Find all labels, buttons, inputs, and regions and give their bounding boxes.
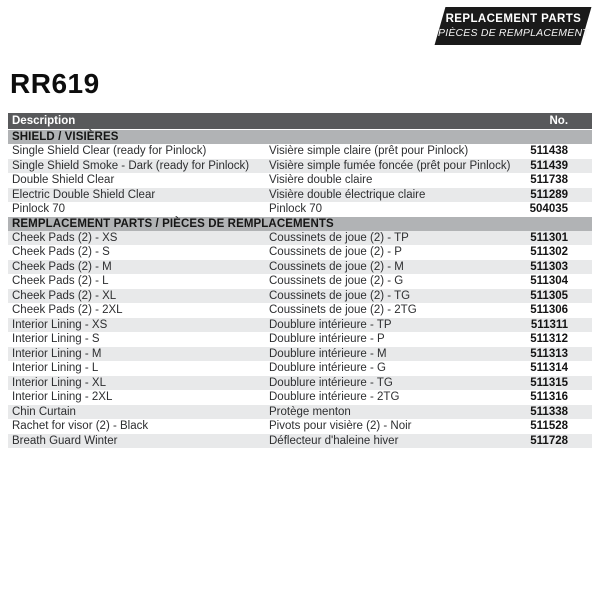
part-number: 511304 <box>530 275 569 288</box>
section-header-row <box>8 217 592 231</box>
banner-title-en: REPLACEMENT PARTS <box>445 13 581 25</box>
description-en: Cheek Pads (2) - L <box>12 275 109 288</box>
table-row <box>8 173 592 188</box>
part-number: 511313 <box>524 347 592 362</box>
table-row <box>8 434 592 449</box>
table-row <box>8 202 592 217</box>
section-title: SHIELD / VISIÈRES <box>8 130 592 145</box>
table-row <box>8 405 592 420</box>
part-number: 511305 <box>524 289 592 304</box>
part-number: 511301 <box>524 231 592 246</box>
table-row <box>8 361 592 376</box>
description-fr: Doublure intérieure - M <box>265 347 524 362</box>
part-number: 511738 <box>530 174 569 187</box>
part-number: 504035 <box>529 203 569 216</box>
table-header-row <box>8 113 592 130</box>
description-fr: Visière simple claire (prêt pour Pinlock) <box>269 145 469 158</box>
table-row <box>8 318 592 333</box>
description-fr: Visière double électrique claire <box>265 188 524 203</box>
part-number: 511302 <box>530 246 569 259</box>
description-fr: Doublure intérieure - P <box>269 333 385 346</box>
model-title: RR619 <box>10 68 100 99</box>
part-number: 511528 <box>530 420 569 433</box>
description-en: Cheek Pads (2) - XS <box>8 231 265 246</box>
part-number: 511439 <box>524 159 592 174</box>
banner-text <box>438 12 589 40</box>
table-row <box>8 347 592 362</box>
table-row <box>8 144 592 159</box>
description-en: Cheek Pads (2) - XL <box>8 289 265 304</box>
description-en: Interior Lining - XS <box>8 318 265 333</box>
description-en: Single Shield Smoke - Dark (ready for Pinlock) <box>8 159 265 174</box>
table-row <box>8 332 592 347</box>
table-row <box>8 188 592 203</box>
description-en: Interior Lining - 2XL <box>12 391 113 404</box>
description-fr: Pinlock 70 <box>269 203 323 216</box>
parts-table-body <box>8 113 592 448</box>
description-fr: Coussinets de joue (2) - 2TG <box>269 304 417 317</box>
description-en: Cheek Pads (2) - M <box>8 260 265 275</box>
part-number: 511316 <box>530 391 569 404</box>
part-number: 511315 <box>524 376 592 391</box>
description-en: Interior Lining - L <box>12 362 99 375</box>
description-fr: Doublure intérieure - TG <box>265 376 524 391</box>
table-row <box>8 390 592 405</box>
table-row <box>8 231 592 246</box>
description-fr: Déflecteur d'haleine hiver <box>265 434 524 449</box>
table-row <box>8 274 592 289</box>
description-en: Chin Curtain <box>8 405 265 420</box>
description-en: Double Shield Clear <box>12 174 115 187</box>
description-en: Interior Lining - S <box>12 333 100 346</box>
description-en: Cheek Pads (2) - 2XL <box>12 304 123 317</box>
parts-table <box>8 113 592 448</box>
part-number: 511338 <box>524 405 592 420</box>
description-fr: Coussinets de joue (2) - P <box>269 246 402 259</box>
part-number: 511311 <box>524 318 592 333</box>
table-row <box>8 376 592 391</box>
description-fr: Doublure intérieure - 2TG <box>269 391 400 404</box>
description-en: Electric Double Shield Clear <box>8 188 265 203</box>
part-number: 511314 <box>530 362 569 375</box>
description-fr: Protège menton <box>265 405 524 420</box>
replacement-parts-banner <box>435 7 592 45</box>
description-fr: Coussinets de joue (2) - TG <box>265 289 524 304</box>
part-number: 511728 <box>524 434 592 449</box>
table-row <box>8 303 592 318</box>
table-row <box>8 419 592 434</box>
description-fr: Doublure intérieure - G <box>269 362 386 375</box>
section-header-row <box>8 130 592 145</box>
table-row <box>8 260 592 275</box>
part-number: 511438 <box>530 145 569 158</box>
description-en: Single Shield Clear (ready for Pinlock) <box>12 145 207 158</box>
part-number: 511306 <box>530 304 569 317</box>
table-row <box>8 159 592 174</box>
part-number: 511312 <box>530 333 569 346</box>
section-title: REMPLACEMENT PARTS / PIÈCES DE REMPLACEMENTS <box>8 217 592 231</box>
part-number: 511303 <box>524 260 592 275</box>
column-header-number: No. <box>524 113 592 130</box>
table-row <box>8 289 592 304</box>
description-fr: Coussinets de joue (2) - G <box>269 275 404 288</box>
column-header-description: Description <box>8 113 524 130</box>
description-fr: Doublure intérieure - TP <box>265 318 524 333</box>
part-number: 511289 <box>524 188 592 203</box>
banner-title-fr: PIÈCES DE REMPLACEMENT <box>437 27 589 39</box>
description-en: Interior Lining - M <box>8 347 265 362</box>
description-fr: Visière simple fumée foncée (prêt pour Pinlock) <box>265 159 524 174</box>
description-en: Pinlock 70 <box>12 203 66 216</box>
description-en: Cheek Pads (2) - S <box>12 246 110 259</box>
description-fr: Pivots pour visière (2) - Noir <box>269 420 412 433</box>
description-fr: Visière double claire <box>269 174 373 187</box>
description-en: Breath Guard Winter <box>8 434 265 449</box>
description-en: Rachet for visor (2) - Black <box>12 420 149 433</box>
description-en: Interior Lining - XL <box>8 376 265 391</box>
table-row <box>8 245 592 260</box>
description-fr: Coussinets de joue (2) - TP <box>265 231 524 246</box>
description-fr: Coussinets de joue (2) - M <box>265 260 524 275</box>
